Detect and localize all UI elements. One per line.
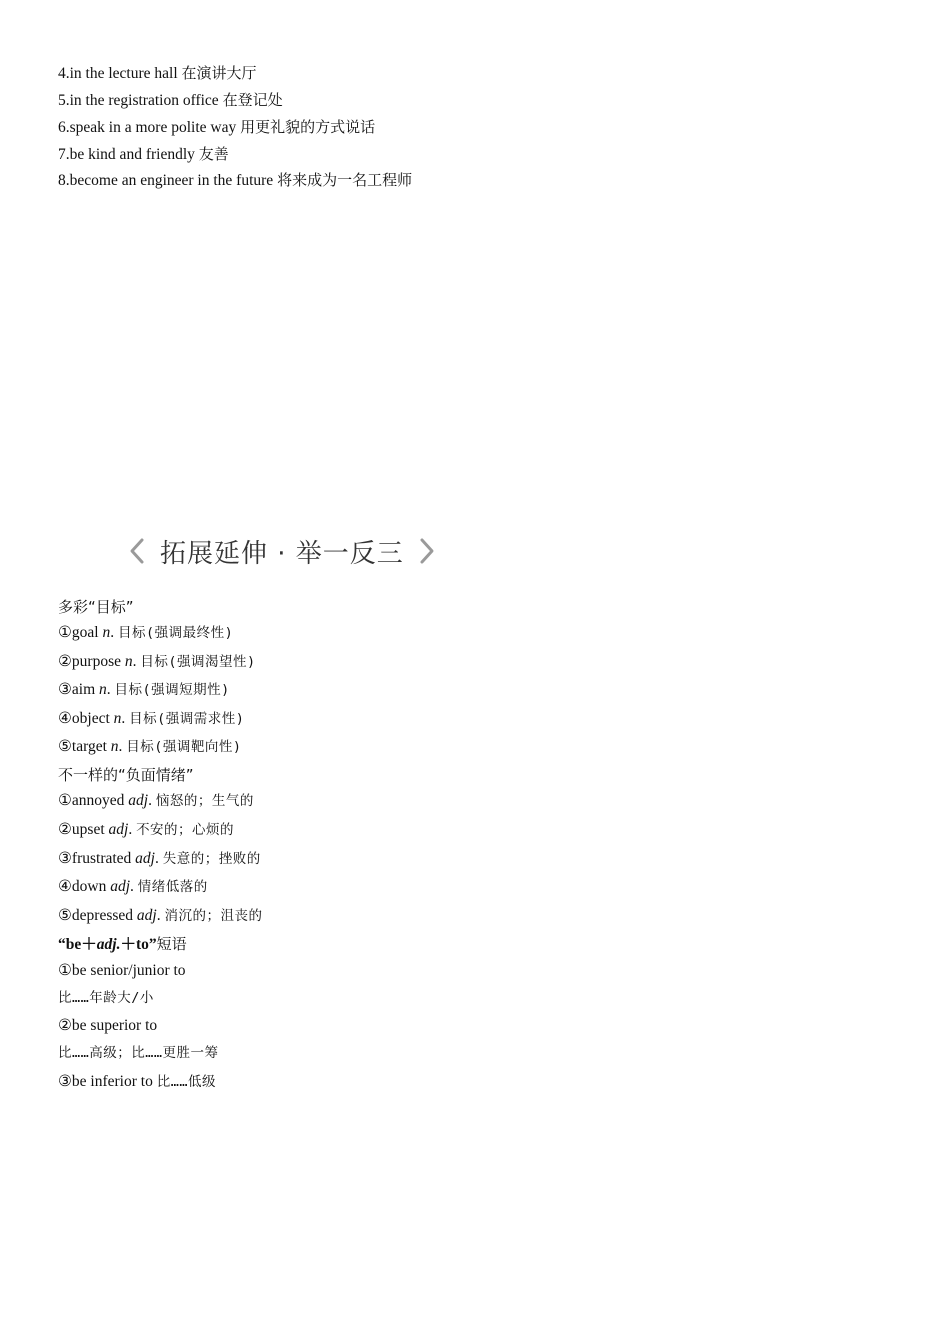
phrase-chinese: 在演讲大厅 <box>181 64 257 82</box>
phrase-chinese: 将来成为一名工程师 <box>277 171 413 189</box>
item-mark: ② <box>58 821 72 838</box>
vocab-word: object <box>71 710 110 727</box>
phrase-english: become an engineer in the future <box>69 172 274 189</box>
phrase-chinese: 比……高级；比……更胜一筹 <box>58 1045 219 1061</box>
phrase-number: 4. <box>58 65 70 82</box>
vocab-item <box>58 623 233 643</box>
pos-dot: . <box>118 738 123 755</box>
item-mark: ① <box>58 962 72 979</box>
section-banner <box>128 534 436 568</box>
phrase-english <box>58 961 186 981</box>
vocab-word: target <box>71 738 107 755</box>
phrase-english: be kind and friendly <box>69 146 195 163</box>
heading-chinese: 短语 <box>156 935 187 953</box>
phrase-chinese: 友善 <box>198 145 229 163</box>
vocab-meaning: 失意的；挫败的 <box>162 851 261 867</box>
phrase-chinese: 比……低级 <box>156 1074 216 1090</box>
vocab-word: goal <box>71 624 99 641</box>
pos-dot: . <box>156 907 161 924</box>
section-heading-emotion: 不一样的“负面情绪” <box>58 766 194 784</box>
vocab-item <box>58 680 230 700</box>
item-mark: ③ <box>58 1073 72 1090</box>
part-of-speech: adj <box>108 821 129 838</box>
vocab-meaning: 目标(强调短期性) <box>114 682 230 698</box>
part-of-speech: adj <box>136 907 157 924</box>
phrase-item <box>58 90 283 111</box>
phrase-text: be senior/junior to <box>71 962 186 979</box>
part-of-speech: adj <box>128 792 149 809</box>
vocab-item <box>58 709 244 729</box>
vocab-item <box>58 652 256 672</box>
phrase-item <box>58 1072 216 1092</box>
heading-close: ＋to” <box>120 936 157 953</box>
vocab-meaning: 目标(强调最终性) <box>117 625 234 641</box>
vocab-meaning: 恼怒的；生气的 <box>155 793 254 809</box>
phrase-chinese: 比……年龄大/小 <box>58 990 154 1006</box>
phrase-number: 7. <box>58 146 70 163</box>
item-mark: ① <box>58 624 72 641</box>
section-heading-be-adj-to <box>58 934 187 955</box>
phrase-number: 6. <box>58 119 70 136</box>
phrase-chinese: 用更礼貌的方式说话 <box>240 118 376 136</box>
vocab-meaning: 情绪低落的 <box>137 879 208 895</box>
pos-dot: . <box>121 710 126 727</box>
item-mark: ③ <box>58 681 72 698</box>
vocab-word: annoyed <box>71 792 125 809</box>
item-mark: ⑤ <box>58 907 72 924</box>
item-mark: ④ <box>58 878 72 895</box>
heading-open: “be＋ <box>58 936 97 953</box>
vocab-word: depressed <box>71 907 134 924</box>
part-of-speech: adj <box>110 878 131 895</box>
chevron-right-icon <box>418 537 436 565</box>
vocab-word: upset <box>71 821 105 838</box>
chevron-left-icon <box>128 537 146 565</box>
vocab-word: frustrated <box>71 850 132 867</box>
banner-title: 拓展延伸 · 举一反三 <box>160 538 404 569</box>
part-of-speech: n <box>99 681 107 698</box>
phrase-item <box>58 63 257 84</box>
heading-adj: adj. <box>96 936 121 953</box>
pos-dot: . <box>110 624 115 641</box>
phrase-number: 5. <box>58 92 70 109</box>
vocab-meaning: 目标(强调渴望性) <box>140 654 256 670</box>
vocab-word: down <box>71 878 107 895</box>
phrase-english: speak in a more polite way <box>69 119 237 136</box>
item-mark: ③ <box>58 850 72 867</box>
phrase-text: be superior to <box>71 1017 158 1034</box>
pos-dot: . <box>106 681 111 698</box>
phrase-item <box>58 144 229 165</box>
phrase-english: in the registration office <box>69 92 219 109</box>
vocab-item <box>58 849 261 869</box>
vocab-word: purpose <box>71 653 121 670</box>
pos-dot: . <box>148 792 152 809</box>
part-of-speech: n <box>102 624 111 641</box>
pos-dot: . <box>130 878 134 895</box>
vocab-item <box>58 877 208 897</box>
item-mark: ① <box>58 792 72 809</box>
pos-dot: . <box>154 850 159 867</box>
part-of-speech: n <box>113 710 122 727</box>
item-mark: ④ <box>58 710 72 727</box>
part-of-speech: n <box>110 738 119 755</box>
vocab-item <box>58 791 254 811</box>
item-mark: ② <box>58 1017 72 1034</box>
part-of-speech: adj <box>135 850 155 867</box>
part-of-speech: n <box>124 653 133 670</box>
phrase-item <box>58 117 375 138</box>
vocab-item <box>58 737 242 757</box>
vocab-meaning: 不安的；心烦的 <box>136 822 235 838</box>
pos-dot: . <box>128 821 133 838</box>
phrase-text: be inferior to <box>71 1073 153 1090</box>
vocab-word: aim <box>71 681 96 698</box>
pos-dot: . <box>132 653 137 670</box>
item-mark: ② <box>58 653 72 670</box>
vocab-meaning: 目标(强调靶向性) <box>126 739 242 755</box>
vocab-meaning: 目标(强调需求性) <box>129 711 245 727</box>
vocab-meaning: 消沉的；沮丧的 <box>164 908 263 924</box>
section-heading-goal: 多彩“目标” <box>58 598 134 616</box>
vocab-item <box>58 820 234 840</box>
phrase-english: in the lecture hall <box>69 65 178 82</box>
phrase-item <box>58 170 412 191</box>
phrase-chinese: 在登记处 <box>222 91 283 109</box>
vocab-item <box>58 906 262 926</box>
phrase-english <box>58 1016 157 1036</box>
phrase-number: 8. <box>58 172 70 189</box>
item-mark: ⑤ <box>58 738 72 755</box>
